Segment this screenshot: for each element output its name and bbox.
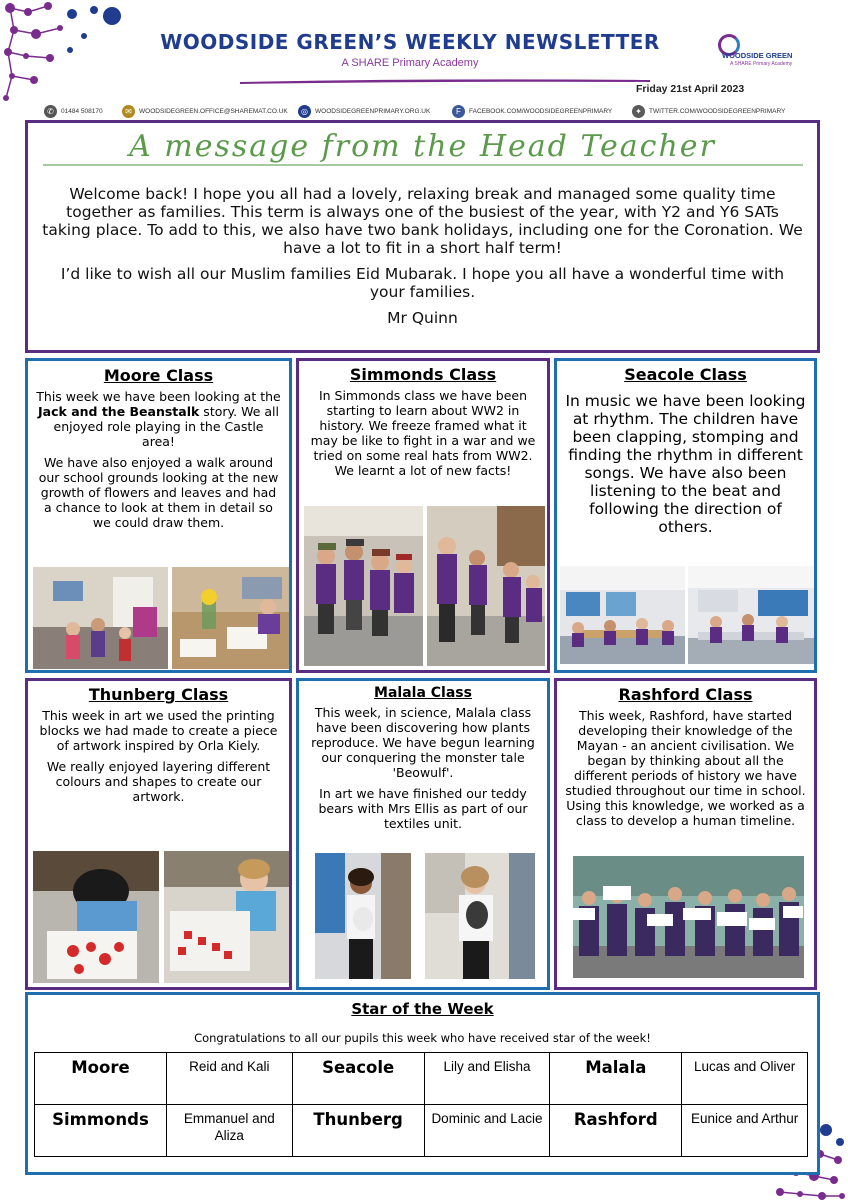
thunberg-photo-printing-2 xyxy=(164,851,289,983)
head-teacher-para-1: Welcome back! I hope you all had a lovely, relaxing break and managed some quality time together as families. This term is always one of the busiest of the year, with Y2 and Y6 SATs taking place. To add to this, we also have two bank holidays, including one for the Coronation. We have a lot to fit in a short half term! xyxy=(42,185,803,257)
star-of-week-subtitle: Congratulations to all our pupils this week who have received star of the week! xyxy=(194,1031,651,1045)
title-swoosh xyxy=(240,78,650,84)
thunberg-para-2: We really enjoyed layering different colours and shapes to create our artwork. xyxy=(46,759,271,804)
seacole-para-1: In music we have been looking at rhythm. The children have been clapping, stomping and finding the rhythm in different songs. We have also been listening to the beat and following the direction of others. xyxy=(565,392,806,536)
thunberg-class-title: Thunberg Class xyxy=(88,685,229,704)
moore-class-box xyxy=(25,358,292,673)
email-text: WOODSIDEGREEN.OFFICE@SHAREMAT.CO.UK xyxy=(139,108,288,115)
malala-photo-teddy-1 xyxy=(315,853,411,979)
thunberg-class-text xyxy=(28,708,289,804)
masthead xyxy=(130,30,690,69)
website-text: WOODSIDEGREENPRIMARY.ORG.UK xyxy=(315,108,431,115)
simmonds-para-1: In Simmonds class we have been starting to learn about WW2 in history. We freeze framed what it may be like to fight in a war and we tried on some real hats from WW2. We learnt a lot of new facts! xyxy=(310,388,536,478)
contact-twitter[interactable] xyxy=(632,105,785,118)
facebook-icon: F xyxy=(452,105,465,118)
issue-date: Friday 21st April 2023 xyxy=(636,83,745,95)
star-class-name: Rashford xyxy=(550,1105,682,1157)
simmonds-class-box xyxy=(296,358,550,673)
table-row xyxy=(35,1053,808,1105)
star-class-name: Seacole xyxy=(292,1053,424,1105)
malala-class-text xyxy=(299,705,547,831)
rashford-class-box xyxy=(554,678,817,990)
globe-icon: ◎ xyxy=(298,105,311,118)
rashford-photo-timeline xyxy=(573,856,804,978)
thunberg-photo-printing-1 xyxy=(33,851,159,983)
seacole-photo-music-2 xyxy=(688,566,814,664)
logo-text: WOODSIDE GREEN xyxy=(722,51,793,60)
head-teacher-para-2: I’d like to wish all our Muslim families Eid Mubarak. I hope you all have a wonderful time with your families. xyxy=(60,265,785,301)
contact-phone[interactable] xyxy=(44,105,103,118)
facebook-text: FACEBOOK.COM/WOODSIDEGREENPRIMARY xyxy=(469,108,613,115)
twitter-icon: ✦ xyxy=(632,105,645,118)
star-pupil-names: Lucas and Oliver xyxy=(682,1053,808,1105)
simmonds-photo-hats-1 xyxy=(304,506,423,666)
malala-class-title: Malala Class xyxy=(374,685,472,701)
star-class-name: Simmonds xyxy=(35,1105,167,1157)
moore-para-2: We have also enjoyed a walk around our school grounds looking at the new growth of flowers and leaves and had a chance to look at them in detail so we could draw them. xyxy=(38,455,279,530)
star-class-name: Moore xyxy=(35,1053,167,1105)
head-teacher-message xyxy=(42,185,803,335)
newsletter-subtitle: A SHARE Primary Academy xyxy=(341,57,479,69)
moore-para-1 xyxy=(36,389,281,449)
head-teacher-box xyxy=(25,120,820,353)
table-row xyxy=(35,1105,808,1157)
contact-website[interactable] xyxy=(298,105,430,118)
moore-photo-drawing xyxy=(172,567,289,669)
email-icon: ✉ xyxy=(122,105,135,118)
star-class-name: Thunberg xyxy=(292,1105,424,1157)
star-pupil-names: Reid and Kali xyxy=(166,1053,292,1105)
head-teacher-signoff: Mr Quinn xyxy=(387,309,458,327)
moore-class-title: Moore Class xyxy=(103,366,214,385)
simmonds-class-text xyxy=(299,388,547,478)
star-of-week-title: Star of the Week xyxy=(351,1000,494,1018)
star-of-week-table xyxy=(34,1052,808,1157)
phone-icon: ✆ xyxy=(44,105,57,118)
head-teacher-title xyxy=(28,129,817,166)
star-pupil-names: Eunice and Arthur xyxy=(682,1105,808,1157)
rashford-para-1: This week, Rashford, have started developing their knowledge of the Mayan - an ancient civilisation. We began by thinking about all the different periods of history we have studied throughout our time in school. Using this knowledge, we worked as a class to develop a human timeline. xyxy=(565,708,806,828)
logo-subtext: A SHARE Primary Academy xyxy=(730,61,793,67)
moore-para-1b: story. We all enjoyed role playing in the Castle area! xyxy=(53,404,279,449)
rashford-class-title: Rashford Class xyxy=(618,685,753,704)
head-teacher-underline xyxy=(43,164,803,166)
star-class-name: Malala xyxy=(550,1053,682,1105)
simmonds-photo-hats-2 xyxy=(427,506,545,666)
malala-photo-teddy-2 xyxy=(425,853,535,979)
star-of-week-box xyxy=(25,992,820,1175)
decorative-dots-top-left xyxy=(0,0,130,110)
newsletter-title: WOODSIDE GREEN’S WEEKLY NEWSLETTER xyxy=(160,30,660,54)
moore-photo-roleplay xyxy=(33,567,168,669)
star-pupil-names: Emmanuel and Aliza xyxy=(166,1105,292,1157)
moore-class-text xyxy=(28,389,289,530)
star-pupil-names: Dominic and Lacie xyxy=(424,1105,550,1157)
contact-facebook[interactable] xyxy=(452,105,612,118)
malala-para-1: This week, in science, Malala class have been discovering how plants reproduce. We have begun learning our conquering the monster tale 'Beowulf'. xyxy=(311,705,535,780)
twitter-text: TWITTER.COM/WOODSIDEGREENPRIMARY xyxy=(649,108,786,115)
malala-class-box xyxy=(296,678,550,990)
phone-text: 01484 508170 xyxy=(61,108,103,115)
moore-para-1-bold: Jack and the Beanstalk xyxy=(38,404,200,419)
contact-email[interactable] xyxy=(122,105,288,118)
thunberg-para-1: This week in art we used the printing blocks we had made to create a piece of artwork inspired by Orla Kiely. xyxy=(39,708,278,753)
malala-para-2: In art we have finished our teddy bears with Mrs Ellis as part of our textiles unit. xyxy=(318,786,528,831)
star-pupil-names: Lily and Elisha xyxy=(424,1053,550,1105)
seacole-class-text xyxy=(557,392,814,536)
head-teacher-title-text: A message from the Head Teacher xyxy=(129,129,716,164)
seacole-photo-music-1 xyxy=(560,566,685,664)
school-logo xyxy=(712,30,812,72)
thunberg-class-box xyxy=(25,678,292,990)
seacole-class-box xyxy=(554,358,817,673)
moore-para-1a: This week we have been looking at the xyxy=(36,389,281,404)
rashford-class-text xyxy=(557,708,814,828)
simmonds-class-title: Simmonds Class xyxy=(349,365,497,384)
seacole-class-title: Seacole Class xyxy=(624,365,747,384)
